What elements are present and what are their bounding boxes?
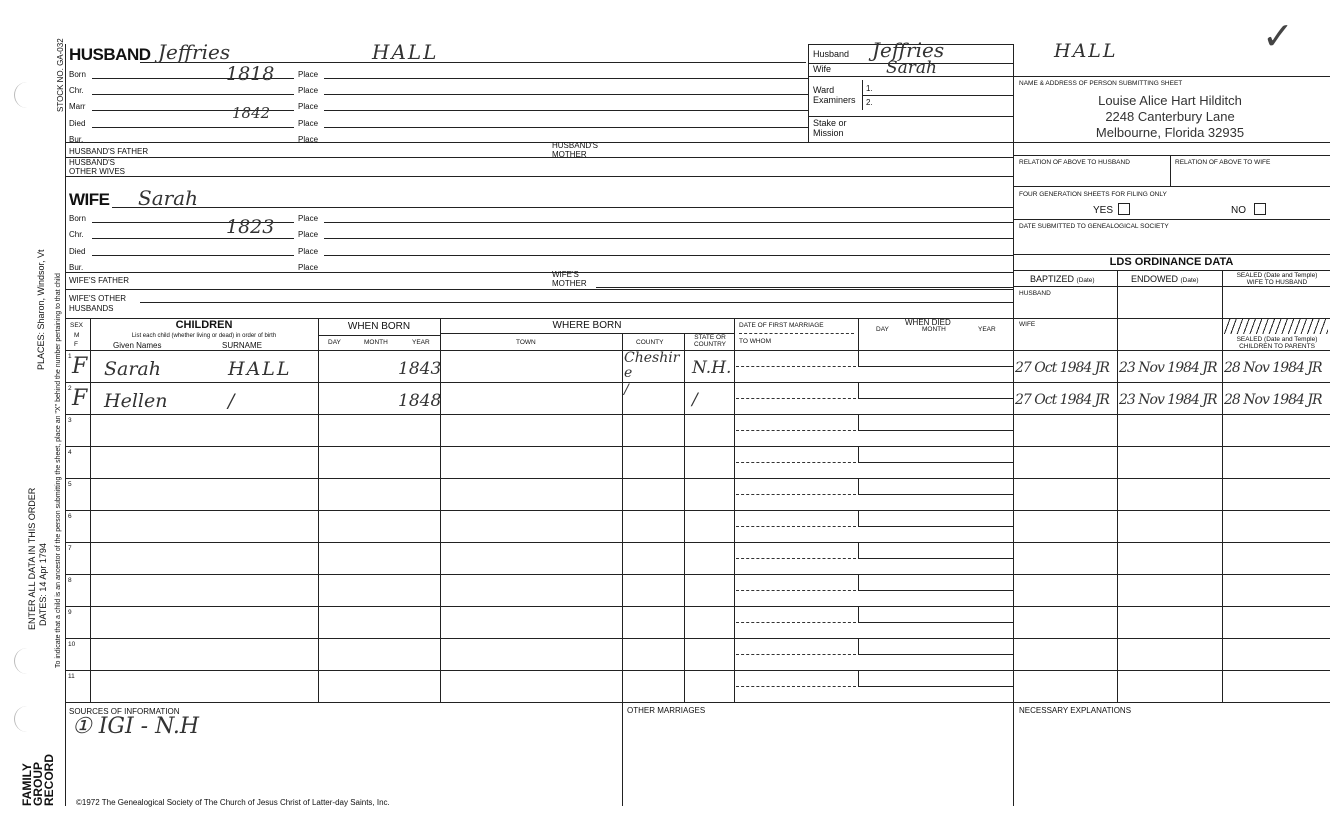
place-label: Place [298, 135, 319, 144]
child-endowed: 23 Nov 1984 JR [1119, 392, 1217, 408]
child-number: 8 [68, 577, 72, 584]
sources-label: SOURCES OF INFORMATION [69, 707, 180, 716]
wife-heading: WIFE [69, 190, 110, 209]
yes-label: YES [1093, 205, 1114, 216]
when-born-label: WHEN BORN [347, 321, 411, 332]
child-sex: F [72, 354, 88, 379]
husband-bur-label: Bur. [69, 135, 84, 144]
child-sealed: 28 Nov 1984 JR [1224, 360, 1322, 376]
form-title: FAMILY GROUP RECORD [20, 753, 56, 806]
place-label: Place [298, 247, 319, 256]
lds-husband-row: HUSBAND [1019, 290, 1051, 297]
child-state: / [692, 390, 698, 410]
lds-wife-row: WIFE [1019, 321, 1036, 328]
husband-chr-label: Chr. [69, 86, 84, 95]
children-heading: CHILDREN [175, 319, 233, 331]
stake-label: Stake or [813, 118, 847, 128]
state-country-label: STATE OR COUNTRY [693, 334, 727, 348]
child-sex: F [72, 386, 88, 411]
child-birth-year: 1843 [398, 359, 442, 379]
relation-wife-label: RELATION OF ABOVE TO WIFE [1175, 159, 1271, 166]
given-names-label: Given Names [113, 341, 162, 350]
sealed-children-label: SEALED (Date and Temple) CHILDREN TO PARENTS [1236, 336, 1318, 350]
relation-husband-label: RELATION OF ABOVE TO HUSBAND [1019, 159, 1130, 166]
mission-label: Mission [813, 128, 844, 138]
born-month-label: MONTH [364, 339, 388, 346]
submitter-label: NAME & ADDRESS OF PERSON SUBMITTING SHEET [1019, 80, 1183, 87]
yes-checkbox[interactable] [1118, 203, 1130, 215]
husband-born-year: 1818 [226, 63, 275, 85]
child-surname: HALL [228, 358, 292, 380]
stock-number: STOCK NO. GA-032 [56, 38, 65, 112]
date-submitted-label: DATE SUBMITTED TO GENEALOGICAL SOCIETY [1019, 223, 1169, 230]
died-day-label: DAY [876, 326, 889, 333]
child-number: 4 [68, 449, 72, 456]
child-number: 10 [68, 641, 76, 648]
husband-born-label: Born [69, 70, 86, 79]
wife-given-name: Sarah [138, 186, 198, 210]
endowed-label: ENDOWED (Date) [1131, 274, 1199, 284]
sources-value: ① IGI - N.H [72, 714, 200, 739]
husband-died-label: Died [69, 119, 86, 128]
wife-mother-label: WIFE'S MOTHER [552, 270, 587, 288]
child-endowed: 23 Nov 1984 JR [1119, 360, 1217, 376]
dates-note: DATES: 14 Apr 1794 [38, 543, 48, 626]
summary-husband-given: Jeffries [872, 38, 945, 62]
sealed-wife-label: SEALED (Date and Temple) WIFE TO HUSBAND [1236, 272, 1318, 286]
copyright: ©1972 The Genealogical Society of The Church of Jesus Christ of Latter-day Saints, Inc. [76, 798, 390, 807]
enter-all-data: ENTER ALL DATA IN THIS ORDER [27, 487, 37, 630]
child-given-name: Sarah [104, 358, 161, 380]
summary-wife-given: Sarah [886, 58, 937, 78]
place-label: Place [298, 119, 319, 128]
examiner-1: 1. [866, 84, 873, 93]
husband-marr-label: Marr [69, 102, 86, 111]
children-note: List each child (whether living or dead) in order of birth [131, 333, 277, 339]
ward-label: Ward [813, 85, 835, 95]
husband-surname: HALL [372, 40, 439, 64]
check-mark: ✓ [1262, 14, 1294, 58]
first-marriage-label: DATE OF FIRST MARRIAGE [739, 322, 824, 329]
summary-husband-label: Husband [813, 49, 850, 59]
child-number: 2 [68, 385, 72, 392]
other-marriages-label: OTHER MARRIAGES [627, 706, 706, 715]
child-baptized: 27 Oct 1984 JR [1015, 392, 1109, 408]
where-born-label: WHERE BORN [552, 320, 622, 331]
wife-born-label: Born [69, 214, 86, 223]
husband-mother-label: HUSBAND'S MOTHER [552, 141, 598, 159]
town-label: TOWN [516, 339, 536, 346]
hatched-area [1224, 319, 1328, 334]
place-label: Place [298, 263, 319, 272]
husband-marr-year: 1842 [232, 104, 271, 122]
examiner-2: 2. [866, 98, 873, 107]
examiners-label: Examiners [813, 95, 856, 105]
child-sealed: 28 Nov 1984 JR [1224, 392, 1322, 408]
county-label: COUNTY [636, 339, 664, 346]
child-birth-year: 1848 [398, 391, 442, 411]
born-day-label: DAY [328, 339, 341, 346]
submitter-name: Louise Alice Hart Hilditch [1098, 93, 1242, 108]
child-number: 3 [68, 417, 72, 424]
child-number: 11 [68, 673, 75, 680]
no-checkbox[interactable] [1254, 203, 1266, 215]
born-year-label: YEAR [412, 339, 430, 346]
child-county: / [624, 382, 629, 398]
child-baptized: 27 Oct 1984 JR [1015, 360, 1109, 376]
place-label: Place [298, 70, 319, 79]
child-state: N.H. [692, 358, 732, 378]
husband-given-name: Jeffries [158, 40, 231, 64]
wife-father-label: WIFE'S FATHER [69, 276, 130, 285]
place-label: Place [298, 214, 319, 223]
child-surname: / [228, 390, 237, 412]
place-label: Place [298, 230, 319, 239]
place-label: Place [298, 102, 319, 111]
wife-chr-year: 1823 [226, 216, 275, 238]
child-county: Cheshire [624, 350, 680, 381]
child-number: 7 [68, 545, 72, 552]
died-year-label: YEAR [978, 326, 996, 333]
sex-m: M [74, 332, 80, 339]
wife-bur-label: Bur. [69, 263, 84, 272]
sex-label: SEX [70, 322, 84, 329]
ancestor-note: To indicate that a child is an ancestor of the person submitting the sheet, place an "X" behind the number pertaining to that child [55, 273, 62, 668]
punch-hole [14, 82, 28, 108]
submitter-street: 2248 Canterbury Lane [1105, 109, 1235, 124]
sex-f: F [74, 341, 78, 348]
wife-died-label: Died [69, 247, 86, 256]
child-number: 6 [68, 513, 72, 520]
child-given-name: Hellen [104, 390, 168, 412]
child-number: 1 [68, 353, 72, 360]
places-note: PLACES: Sharon, Windsor, Vt [36, 249, 46, 370]
husband-heading: HUSBAND [69, 45, 151, 64]
when-died-label: WHEN DIED [905, 318, 951, 327]
necessary-explanations-label: NECESSARY EXPLANATIONS [1019, 706, 1132, 715]
lds-title: LDS ORDINANCE DATA [1109, 256, 1234, 268]
child-number: 9 [68, 609, 72, 616]
died-month-label: MONTH [922, 326, 946, 333]
baptized-label: BAPTIZED (Date) [1030, 274, 1095, 284]
punch-hole [14, 648, 28, 674]
summary-husband-surname: HALL [1054, 40, 1118, 62]
no-label: NO [1231, 205, 1246, 216]
husband-other-wives-label: HUSBAND'S OTHER WIVES [69, 158, 126, 176]
summary-wife-label: Wife [813, 64, 831, 74]
place-label: Place [298, 86, 319, 95]
four-generation-label: FOUR GENERATION SHEETS FOR FILING ONLY [1019, 191, 1167, 198]
wife-other-husbands-label: WIFE'S OTHER HUSBANDS [69, 294, 127, 313]
surname-label: SURNAME [222, 341, 263, 350]
punch-hole [14, 706, 28, 732]
to-whom-label: TO WHOM [739, 338, 772, 345]
submitter-city: Melbourne, Florida 32935 [1095, 125, 1245, 140]
child-number: 5 [68, 481, 72, 488]
husband-father-label: HUSBAND'S FATHER [69, 147, 149, 156]
wife-chr-label: Chr. [69, 230, 84, 239]
